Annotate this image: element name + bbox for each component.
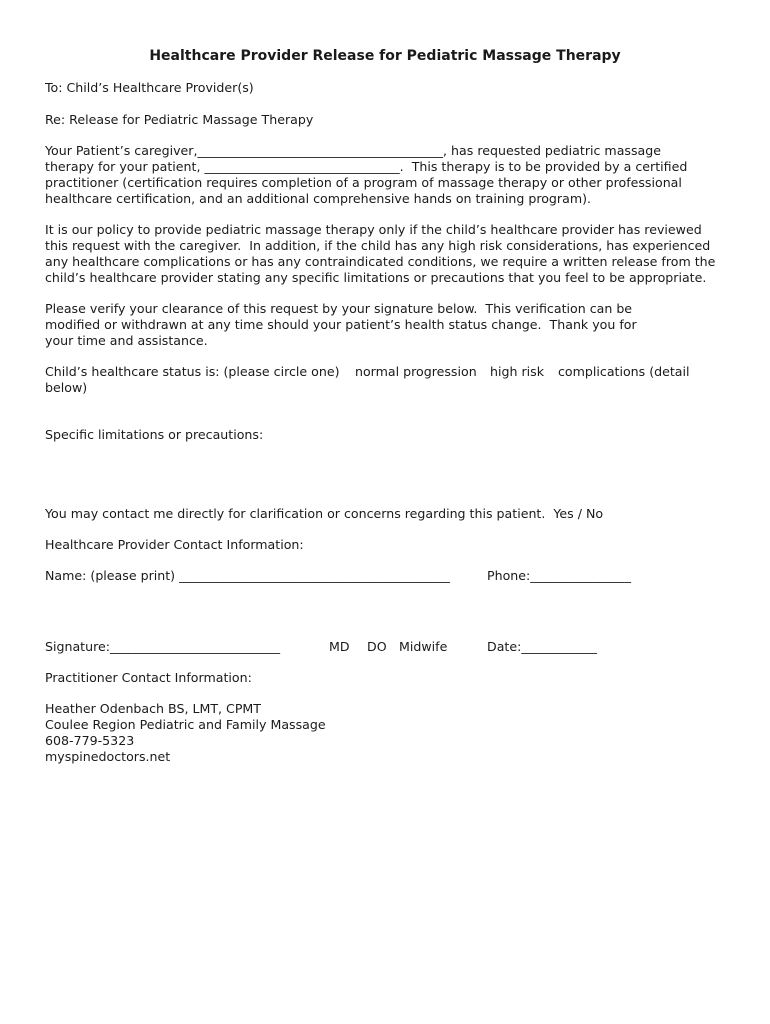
status-option-high-risk[interactable]: high risk xyxy=(490,364,544,379)
status-option-normal[interactable]: normal progression xyxy=(355,364,477,379)
credential-midwife[interactable]: Midwife xyxy=(399,639,448,654)
para3-line-2: modified or withdrawn at any time should your patient’s health status change. Thank you for xyxy=(45,317,637,332)
signature-field[interactable]: Signature:___________________________ xyxy=(45,639,281,654)
credential-md[interactable]: MD xyxy=(329,639,350,654)
limitations-label: Specific limitations or precautions: xyxy=(45,427,264,442)
para3-line-1: Please verify your clearance of this request by your signature below. This verification can be xyxy=(45,301,633,316)
status-option-complications[interactable]: complications (detail xyxy=(558,364,690,379)
phone-field[interactable]: Phone:________________ xyxy=(487,568,632,583)
provider-contact-heading: Healthcare Provider Contact Information: xyxy=(45,537,304,552)
practitioner-heading: Practitioner Contact Information: xyxy=(45,670,252,685)
practitioner-phone: 608-779-5323 xyxy=(45,733,135,748)
para2-line-2: this request with the caregiver. In addition, if the child has any high risk considerations, has experienced xyxy=(45,238,711,253)
status-prompt: Child’s healthcare status is: (please circle one) xyxy=(45,364,340,379)
practitioner-business: Coulee Region Pediatric and Family Massage xyxy=(45,717,326,732)
status-continuation: below) xyxy=(45,380,88,395)
practitioner-website: myspinedoctors.net xyxy=(45,749,171,764)
para1-line-3: practitioner (certification requires completion of a program of massage therapy or other professional xyxy=(45,175,682,190)
para2-line-3: any healthcare complications or has any contraindicated conditions, we require a written release from the xyxy=(45,254,716,269)
para1-line-1: Your Patient’s caregiver,_______________________________________, has requested pediatric massage xyxy=(45,143,661,158)
contact-permission-line: You may contact me directly for clarification or concerns regarding this patient. Yes / No xyxy=(45,506,604,521)
para1-line-4: healthcare certification, and an additional comprehensive hands on training program). xyxy=(45,191,592,206)
name-field[interactable]: Name: (please print) ___________________________________________ xyxy=(45,568,450,583)
practitioner-name: Heather Odenbach BS, LMT, CPMT xyxy=(45,701,261,716)
para1-line-2: therapy for your patient, _______________________________. This therapy is to be provided by a certified xyxy=(45,159,688,174)
to-line: To: Child’s Healthcare Provider(s) xyxy=(45,80,254,95)
date-field[interactable]: Date:____________ xyxy=(487,639,597,654)
para2-line-1: It is our policy to provide pediatric massage therapy only if the child’s healthcare provider has reviewed xyxy=(45,222,702,237)
para3-line-3: your time and assistance. xyxy=(45,333,208,348)
document-title: Healthcare Provider Release for Pediatric Massage Therapy xyxy=(149,48,621,64)
para2-line-4: child’s healthcare provider stating any specific limitations or precautions that you feel to be appropriate. xyxy=(45,270,707,285)
re-line: Re: Release for Pediatric Massage Therapy xyxy=(45,112,314,127)
credential-do[interactable]: DO xyxy=(367,639,387,654)
